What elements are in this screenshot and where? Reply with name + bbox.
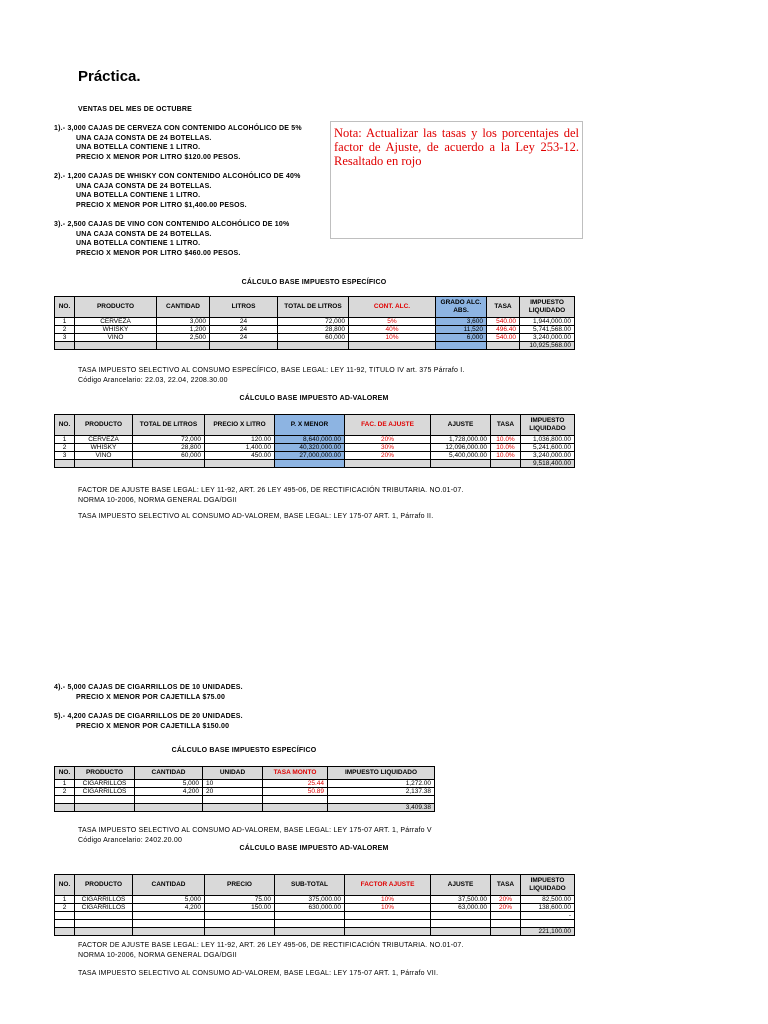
table4-heading: CÁLCULO BASE IMPUESTO AD-VALOREM — [239, 845, 389, 852]
note-3: TASA IMPUESTO SELECTIVO AL CONSUMO AD-VALOREM, BASE LEGAL: LEY 175-07 ART. 1, Párrafo II. — [78, 513, 434, 520]
item-3: 3).- 2,500 CAJAS DE VINO CON CONTENIDO ALCOHÓLICO DE 10% UNA CAJA CONSTA DE 24 BOTELLAS. UNA BOTELLA CONTIENE 1 LITRO. PRECIO X MENOR POR LITRO $460.00 PESOS. — [54, 221, 290, 257]
table-row — [55, 796, 435, 804]
table-especifico-cigarrillos: NO. PRODUCTO CANTIDAD UNIDAD TASA MONTO IMPUESTO LIQUIDADO 1 CIGARRILLOS 5,000 10 25.44 1,272.00 2 CIGARRILLOS 4,200 20 50.89 2,137.38 3,409.38 — [54, 766, 435, 812]
table-row: - — [55, 912, 575, 920]
table-row: 2 CIGARRILLOS 4,200 20 50.89 2,137.38 — [55, 788, 435, 796]
table-row: 1 CIGARRILLOS 5,000 10 25.44 1,272.00 — [55, 780, 435, 788]
table-total-row: 9,518,400.00 — [55, 460, 575, 468]
table-total-row: 221,100.00 — [55, 928, 575, 936]
item-2: 2).- 1,200 CAJAS DE WHISKY CON CONTENIDO ALCOHÓLICO DE 40% UNA CAJA CONSTA DE 24 BOTELLAS. UNA BOTELLA CONTIENE 1 LITRO. PRECIO X MENOR POR LITRO $1,400.00 PESOS. — [54, 173, 301, 209]
table-row: 2 CIGARRILLOS 4,200 150.00 630,000.00 10% 63,000.00 20% 138,600.00 — [55, 904, 575, 912]
item-4: 4).- 5,000 CAJAS DE CIGARRILLOS DE 10 UNIDADES. PRECIO X MENOR POR CAJETILLA $75.00 — [54, 684, 243, 701]
table-row: 2 WHISKY 1,200 24 28,800 40% 11,520 496.40 5,741,568.00 — [55, 326, 575, 334]
subtitle: VENTAS DEL MES DE OCTUBRE — [78, 106, 193, 113]
note-2: FACTOR DE AJUSTE BASE LEGAL: LEY 11-92, ART. 26 LEY 495-06, DE RECTIFICACIÓN TRIBUTARIA. NO.01-07. NORMA 10-2006, NORMA GENERAL DGA/DGII — [78, 487, 464, 504]
table-total-row: 10,925,568.00 — [55, 342, 575, 350]
table-row: 1 CERVEZA 3,000 24 72,000 5% 3,600 540.00 1,944,000.00 — [55, 318, 575, 326]
table-row: 3 VINO 2,500 24 60,000 10% 6,000 540.00 3,240,000.00 — [55, 334, 575, 342]
note-box: Nota: Actualizar las tasas y los porcentajes del factor de Ajuste, de acuerdo a la Ley 253-12. Resaltado en rojo — [330, 121, 583, 239]
table-row: 1 CIGARRILLOS 5,000 75.00 375,000.00 10% 37,500.00 20% 82,500.00 — [55, 896, 575, 904]
note-5: FACTOR DE AJUSTE BASE LEGAL: LEY 11-92, ART. 26 LEY 495-06, DE RECTIFICACIÓN TRIBUTARIA. NO.01-07. NORMA 10-2006, NORMA GENERAL DGA/DGII — [78, 942, 464, 959]
item-5: 5).- 4,200 CAJAS DE CIGARRILLOS DE 20 UNIDADES. PRECIO X MENOR POR CAJETILLA $150.00 — [54, 713, 243, 730]
note-6: TASA IMPUESTO SELECTIVO AL CONSUMO AD-VALOREM, BASE LEGAL: LEY 175-07 ART. 1, Párrafo VII. — [78, 970, 439, 977]
table2-heading: CÁLCULO BASE IMPUESTO AD-VALOREM — [239, 395, 389, 402]
page-title: Práctica. — [78, 68, 141, 85]
table3-heading: CÁLCULO BASE IMPUESTO ESPECÍFICO — [171, 747, 317, 754]
item-1: 1).- 3,000 CAJAS DE CERVEZA CON CONTENIDO ALCOHÓLICO DE 5% UNA CAJA CONSTA DE 24 BOTELLAS. UNA BOTELLA CONTIENE 1 LITRO. PRECIO X MENOR POR LITRO $120.00 PESOS. — [54, 125, 302, 161]
table-total-row: 3,409.38 — [55, 804, 435, 812]
table-row: 3 VINO 60,000 450.00 27,000,000.00 20% 5,400,000.00 10.0% 3,240,000.00 — [55, 452, 575, 460]
note-4: TASA IMPUESTO SELECTIVO AL CONSUMO AD-VALOREM, BASE LEGAL: LEY 175-07 ART. 1, Párrafo V Código Arancelario: 2402.20.00 — [78, 827, 432, 844]
table-advalorem-cigarrillos: NO. PRODUCTO CANTIDAD PRECIO SUB-TOTAL FACTOR AJUSTE AJUSTE TASA IMPUESTO LIQUIDADO 1 CIGARRILLOS 5,000 75.00 375,000.00 10% 37,500.00 20% 82,500.00 2 CIGARRILLOS 4,200 150.00 630,000.00 10% 63,000.00 20% 138,600.00 - 221,100.00 — [54, 874, 575, 936]
table-row: 1 CERVEZA 72,000 120.00 8,640,000.00 20% 1,728,000.00 10.0% 1,036,800.00 — [55, 436, 575, 444]
table-row — [55, 920, 575, 928]
table1-heading: CÁLCULO BASE IMPUESTO ESPECÍFICO — [241, 279, 387, 286]
table-row: 2 WHISKY 28,800 1,400.00 40,320,000.00 30% 12,096,000.00 10.0% 5,241,600.00 — [55, 444, 575, 452]
table-advalorem-alcohol: NO. PRODUCTO TOTAL DE LITROS PRECIO X LITRO P. X MENOR FAC. DE AJUSTE AJUSTE TASA IMPUESTO LIQUIDADO 1 CERVEZA 72,000 120.00 8,640,000.00 20% 1,728,000.00 10.0% 1,036,800.00 2 WHISKY 28,800 1,400.00 40,320,000.00 30% 12,096,000.00 10.0% 5,241,600.00 3 VINO 60,000 450.00 27,000,000.00 20% 5,400,000.00 10.0% 3,240,000.00 9,518,400.00 — [54, 414, 575, 468]
table-especifico-alcohol: NO. PRODUCTO CANTIDAD LITROS TOTAL DE LITROS CONT. ALC. GRADO ALC. ABS. TASA IMPUESTO LIQUIDADO 1 CERVEZA 3,000 24 72,000 5% 3,600 540.00 1,944,000.00 2 WHISKY 1,200 24 28,800 40% 11,520 496.40 5,741,568.00 3 VINO 2,500 24 60,000 10% 6,000 540.00 3,240,000.00 10,925,568.00 — [54, 296, 575, 350]
note-1: TASA IMPUESTO SELECTIVO AL CONSUMO ESPECÍFICO, BASE LEGAL: LEY 11-92, TITULO IV art. 375 Párrafo I. Código Arancelario: 22.03, 22.04, 2208.30.00 — [78, 367, 465, 384]
